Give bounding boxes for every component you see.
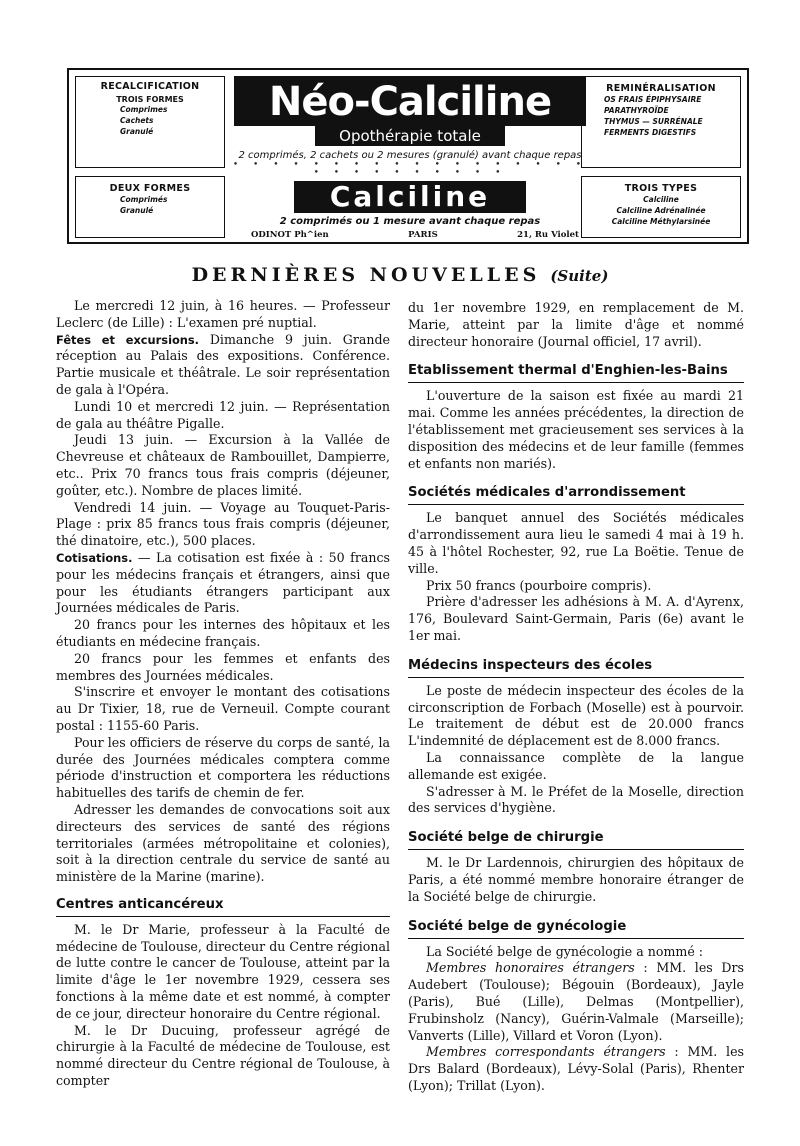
ad-box-subheading: TROIS FORMES (116, 95, 184, 104)
section-heading: Centres anticancéreux (56, 896, 390, 917)
brand-tagline: Opothérapie totale (315, 126, 505, 146)
paragraph: Vendredi 14 juin. — Voyage au Touquet-Paris-Plage : prix 85 francs tous frais compris (déjeuner, thé dinatoire, etc.), 500 places. (56, 499, 390, 549)
paragraph (408, 960, 744, 1044)
advertisement-banner (67, 68, 749, 244)
ad-box-heading: TROIS TYPES (624, 183, 698, 194)
section-heading: Etablissement thermal d'Enghien-les-Bains (408, 362, 744, 383)
dosage-main: 2 comprimés, 2 cachets ou 2 mesures (granulé) avant chaque repas (238, 150, 582, 161)
ad-box-item: Calciline Méthylarsinée (611, 217, 711, 226)
paragraph: 20 francs pour les femmes et enfants des membres des Journées médicales. (56, 650, 390, 683)
paragraph-text: Dimanche 9 juin. Grande réception au Palais des expositions. Conférence. Partie musicale et théâtrale. Le soir représentation de gala à l'Opéra. (56, 331, 390, 397)
paragraph: La connaissance complète de la langue allemande est exigée. (408, 749, 744, 782)
ad-box-heading: DEUX FORMES (109, 183, 191, 194)
dosage-brand2: 2 comprimés ou 1 mesure avant chaque repas (279, 216, 541, 227)
ad-box-item: Cachets (120, 116, 154, 125)
section-heading: Sociétés médicales d'arrondissement (408, 484, 744, 505)
paragraph: Le mercredi 12 juin, à 16 heures. — Professeur Leclerc (de Lille) : L'examen pré nuptial. (56, 298, 390, 330)
page-title-main: DERNIÈRES NOUVELLES (191, 264, 541, 286)
ad-box-item: Calciline (643, 195, 679, 204)
paragraph: L'ouverture de la saison est fixée au mardi 21 mai. Comme les années précédentes, la direction de l'établissement met gracieusement ses services à la disposition des médecins et de leur famille (femmes et enfants non mariés). (408, 388, 744, 471)
paragraph: M. le Dr Marie, professeur à la Faculté de médecine de Toulouse, directeur du Centre régional de lutte contre le cancer de Toulouse, atteint par la limite d'âge le 1er novembre 1929, cessera ses fonctions à la même date et est nommé, à compter de ce jour, directeur honoraire du Centre régional. (56, 921, 390, 1021)
brand2-logo: Calciline (294, 181, 526, 213)
maker-address (227, 227, 593, 240)
paragraph (408, 1044, 744, 1094)
ad-box-item: OS FRAIS ÉPIPHYSAIRE (604, 95, 702, 104)
member-category: Membres correspondants étrangers (426, 1044, 666, 1060)
maker-city: PARIS (408, 230, 438, 240)
ad-box-recalcification (75, 76, 225, 168)
maker-street: 21, Ru Violet (517, 230, 579, 240)
section-heading: Société belge de gynécologie (408, 918, 744, 939)
ad-box-heading: REMINÉRALISATION (606, 83, 716, 94)
ad-box-item: PARATHYROÏDE (604, 106, 669, 115)
page-title (0, 264, 800, 286)
ad-box-deux-formes (75, 176, 225, 238)
paragraph-text: : MM. les Drs Balard (Bordeaux), Lévy-Solal (Paris), Rhenter (Lyon); Trillat (Lyon). (408, 1044, 744, 1093)
paragraph: Prière d'adresser les adhésions à M. A. d'Ayrenx, 176, Boulevard Saint-Germain, Paris (6e) avant le 1er mai. (408, 594, 744, 643)
member-category: Membres honoraires étrangers (426, 960, 635, 976)
run-in-heading: Fêtes et excursions. (56, 332, 200, 347)
section-heading: Société belge de chirurgie (408, 829, 744, 850)
page-title-suite: (Suite) (550, 267, 609, 285)
run-in-heading: Cotisations. (56, 550, 133, 565)
ad-box-item: Comprimés (120, 195, 168, 204)
paragraph (56, 550, 390, 617)
paragraph-text: — La cotisation est fixée à : 50 francs pour les médecins français et étrangers, ainsi que pour les étudiants étrangers participant aux Journées médicales de Paris. (56, 549, 390, 616)
paragraph: Le poste de médecin inspecteur des écoles de la circonscription de Forbach (Moselle) est à pourvoir. Le traitement de début est de 20.000 francs L'indemnité de déplacement est de 8.000 francs. (408, 682, 744, 749)
paragraph: M. le Dr Lardennois, chirurgien des hôpitaux de Paris, a été nommé membre honoraire étranger de la Société belge de chirurgie. (408, 855, 744, 904)
paragraph: Jeudi 13 juin. — Excursion à la Vallée de Chevreuse et châteaux de Rambouillet, Dampierre, etc.. Prix 70 francs tous frais compris (déjeuner, goûter, etc.). Nombre de places limité. (56, 432, 390, 498)
paragraph: S'adresser à M. le Préfet de la Moselle, direction des services d'hygiène. (408, 783, 744, 816)
ad-box-item: FERMENTS DIGESTIFS (604, 128, 697, 137)
ad-box-item: Comprimes (120, 105, 168, 114)
section-heading: Médecins inspecteurs des écoles (408, 657, 744, 678)
paragraph: Adresser les demandes de convocations soit aux directeurs des services de santé des régions territoriales (armées métropolitaine et colonies), soit à la direction centrale du service de santé au ministère de la Marine (marine). (56, 801, 390, 885)
ad-box-item: THYMUS — SURRÉNALE (604, 117, 703, 126)
right-column (408, 300, 744, 1095)
paragraph: 20 francs pour les internes des hôpitaux et les étudiants en médecine français. (56, 617, 390, 649)
paragraph: S'inscrire et envoyer le montant des cotisations au Dr Tixier, 18, rue de Verneuil. Compte courant postal : 1155-60 Paris. (56, 684, 390, 733)
ad-center (227, 70, 593, 240)
ad-box-item: Granulé (120, 127, 154, 136)
paragraph: Pour les officiers de réserve du corps de santé, la durée des Journées médicales comptera comme période d'instruction et comportera les réductions habituelles des tarifs de chemin de fer. (56, 734, 390, 801)
paragraph: La Société belge de gynécologie a nommé : (426, 943, 704, 959)
paragraph: Lundi 10 et mercredi 12 juin. — Représentation de gala au théâtre Pigalle. (56, 398, 390, 431)
paragraph (56, 332, 390, 399)
ad-box-heading: RECALCIFICATION (100, 81, 200, 92)
paragraph: du 1er novembre 1929, en remplacement de M. Marie, atteint par la limite d'âge et nommé directeur honoraire (Journal officiel, 17 avril). (408, 300, 744, 349)
maker-name: ODINOT Ph^ien (251, 230, 329, 240)
paragraph: M. le Dr Ducuing, professeur agrégé de chirurgie à la Faculté de médecine de Toulouse, est nommé directeur du Centre régional de Toulouse, à compter (56, 1022, 390, 1089)
brand-logo: Néo-Calciline (234, 76, 586, 126)
ad-box-trois-types (581, 176, 741, 238)
ad-box-remineralisation (581, 76, 741, 168)
ad-box-item: Calciline Adrénalinée (616, 206, 706, 215)
dotted-divider: • • • • • • • • • • • • • • • • • • • • • • • • • • • • (232, 160, 588, 178)
paragraph: Le banquet annuel des Sociétés médicales d'arrondissement aura lieu le samedi 4 mai à 19 h. 45 à l'hôtel Rochester, 92, rue La Boëtie. Tenue de ville. (408, 510, 744, 576)
ad-box-item: Granulé (120, 206, 154, 215)
left-column (56, 298, 390, 1090)
paragraph-text: : MM. les Drs Audebert (Toulouse); Bégouin (Bordeaux), Jayle (Paris), Bué (Lille), Delmas (Montpellier), Frubinsholz (Nancy), Guérin-Valmale (Marseille); Vanverts (Lille), Villard et Voron (Lyon). (408, 960, 745, 1043)
paragraph: Prix 50 francs (pourboire compris). (426, 577, 652, 593)
